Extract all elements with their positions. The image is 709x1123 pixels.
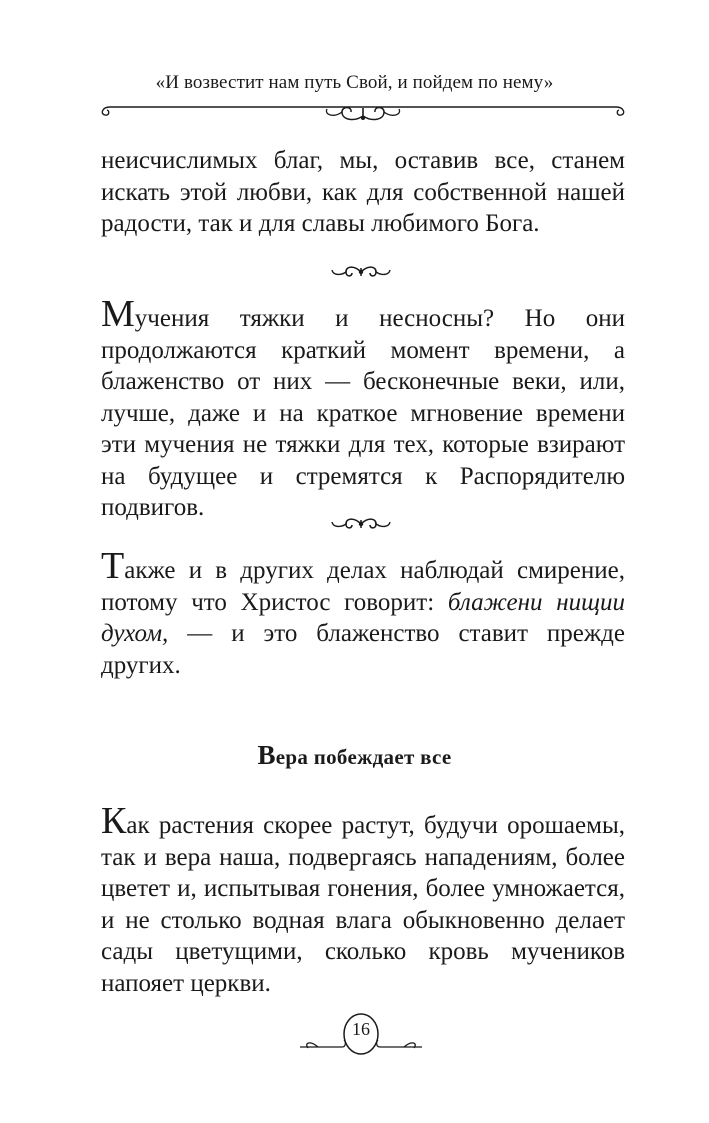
fleuron-divider <box>326 514 396 534</box>
section-heading-initial: В <box>257 740 276 770</box>
paragraph-text: ак растения скорее растут, будучи орошаемы, так и вера наша, подвергаясь нападениям, более цветет и, испытывая гонения, более умножается, и не столько водная влага обыкновенно делает сады цветущими, сколько кровь мучеников напояет церкви. <box>101 812 625 997</box>
header-ornament-rule <box>96 96 630 126</box>
paragraph-torments <box>101 293 625 524</box>
drop-cap: К <box>101 800 127 842</box>
paragraph-text: акже и в других делах наблюдай смирение, потому что Христос говорит: <box>101 557 625 616</box>
page-number: 16 <box>352 1019 370 1039</box>
paragraph-text: учения тяжки и несносны? Но они продолжаются краткий момент времени, а блаженство от них — бесконечные веки, или, лучше, даже и на краткое мгновение времени эти мучения не тяжки для тех, которые взирают на будущее и стремятся к Распорядителю подвигов. <box>101 305 625 521</box>
drop-cap: М <box>101 293 135 335</box>
running-header: «И возвестит нам путь Свой, и пойдем по нему» <box>155 72 554 93</box>
paragraph-text: — и это блаженство ставит прежде других. <box>101 620 625 679</box>
fleuron-divider <box>326 262 396 282</box>
italic-quote: блажени нищии духом, <box>101 588 625 647</box>
paragraph-faith <box>101 800 625 999</box>
paragraph-continuation: неисчислимых благ, мы, оставив все, станем искать этой любви, как для собственной нашей радости, так и для славы любимого Бога. <box>101 147 625 237</box>
paragraph-humility <box>101 545 625 681</box>
section-heading-text: ера побеждает все <box>275 745 452 769</box>
section-heading <box>0 740 709 771</box>
drop-cap: Т <box>101 545 125 587</box>
